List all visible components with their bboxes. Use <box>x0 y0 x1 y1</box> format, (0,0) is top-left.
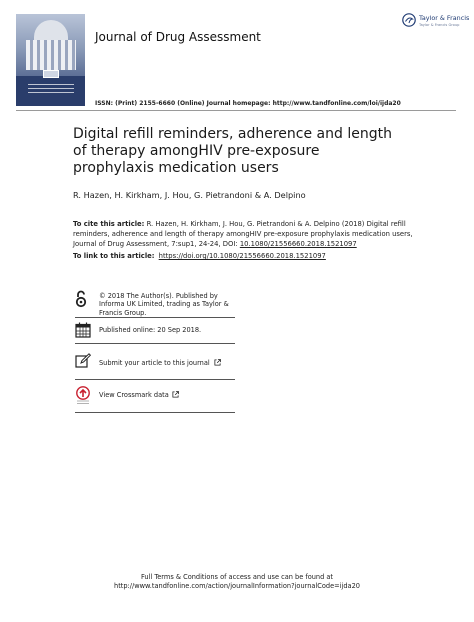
issn-line: ISSN: (Print) 2155-6660 (Online) Journal homepage: http://www.tandfonline.com/loi/ijda20 <box>95 100 401 107</box>
footer-terms-link[interactable]: http://www.tandfonline.com/action/journalInformation?journalCode=ijda20 <box>114 582 360 590</box>
citation-doi-link[interactable]: 10.1080/21556660.2018.1521097 <box>239 240 357 248</box>
open-access-text: © 2018 The Author(s). Published by Informa UK Limited, trading as Taylor & Francis Group. <box>99 292 229 317</box>
journal-cover-image <box>16 14 85 106</box>
citation-block <box>73 219 413 249</box>
cover-badge <box>43 70 59 78</box>
taylor-francis-logo-icon <box>402 13 416 27</box>
edit-icon <box>75 353 91 369</box>
crossmark-icon <box>75 386 91 406</box>
citation-text: R. Hazen, H. Kirkham, J. Hou, G. Pietrandoni & A. Delpino (2018) Digital refill reminders, adherence and length of therapy amongHIV pre-exposure prophylaxis medication users, Journal of Drug Assessment, 7:sup1, 24-24, DOI: <box>73 220 413 248</box>
citation-label: To cite this article: <box>73 220 145 228</box>
open-access-icon <box>75 290 87 308</box>
publisher-logo-sub: Taylor & Francis Group <box>419 23 460 27</box>
info-divider <box>75 412 235 413</box>
info-divider <box>75 379 235 380</box>
cover-text-lines <box>28 84 74 96</box>
external-link-icon <box>214 359 221 366</box>
submit-article-label: Submit your article to this journal <box>99 359 210 367</box>
published-date-text: Published online: 20 Sep 2018. <box>99 326 202 334</box>
cover-columns <box>26 40 76 70</box>
article-link-label: To link to this article: <box>73 252 155 260</box>
calendar-icon <box>75 322 91 338</box>
footer-terms <box>0 573 474 591</box>
article-doi-link[interactable]: https://doi.org/10.1080/21556660.2018.1521097 <box>158 252 326 260</box>
publisher-logo-name: Taylor & Francis <box>419 14 470 22</box>
info-divider <box>75 343 235 344</box>
submit-article-link[interactable] <box>99 359 239 367</box>
header-divider <box>16 110 456 111</box>
article-authors: R. Hazen, H. Kirkham, J. Hou, G. Pietrandoni & A. Delpino <box>73 190 306 200</box>
info-divider <box>75 317 235 318</box>
external-link-icon <box>172 391 179 398</box>
footer-line-1: Full Terms & Conditions of access and use can be found at <box>140 573 334 581</box>
publisher-logo[interactable] <box>402 12 470 32</box>
article-title: Digital refill reminders, adherence and length of therapy amongHIV pre-exposure prophylaxis medication users <box>73 126 392 176</box>
article-link-block <box>73 252 326 260</box>
journal-title: Journal of Drug Assessment <box>95 30 261 44</box>
crossmark-link[interactable] <box>99 391 239 399</box>
crossmark-label: View Crossmark data <box>99 391 169 399</box>
